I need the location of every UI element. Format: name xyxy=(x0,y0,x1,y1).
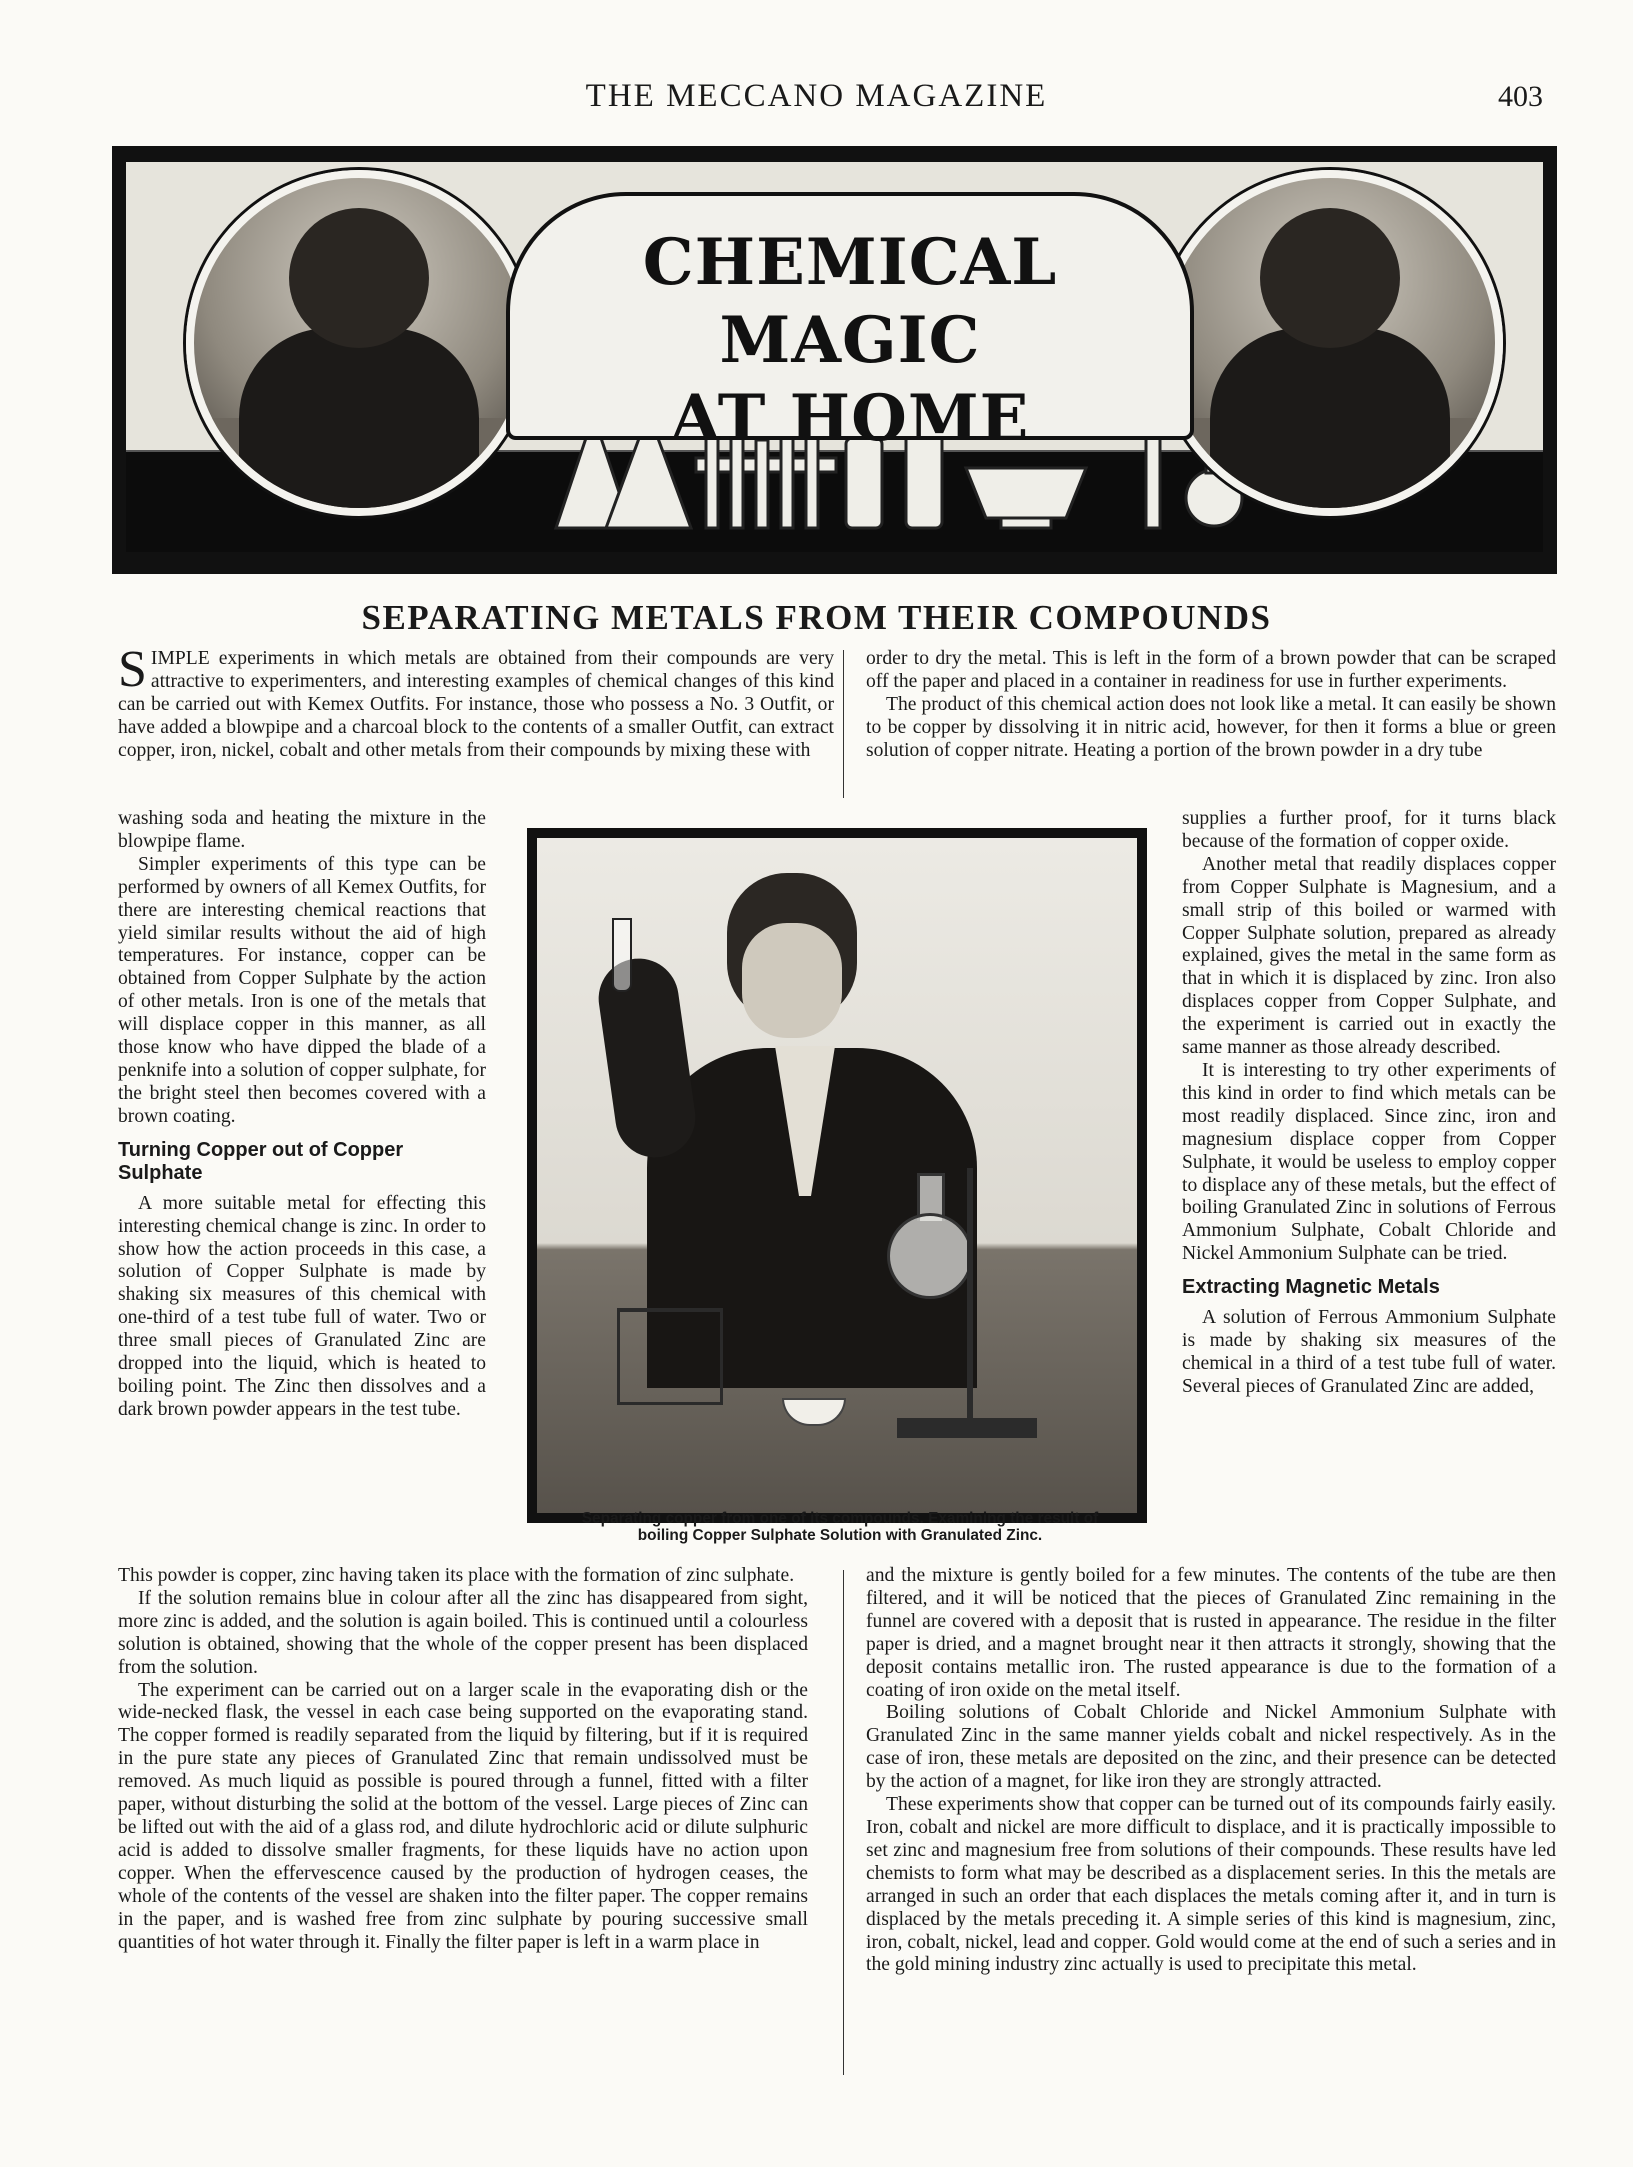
caption-line-1: Separating copper from one of its compounds. Examining the result of xyxy=(581,1510,1099,1527)
paragraph-blue: If the solution remains blue in colour after all the zinc has disappeared from sight, more zinc is added, and the solution is again boiled. This is continued until a colourless solution is obtained, showing that the whole of the copper present has been displaced from the solution. xyxy=(118,1587,808,1678)
paragraph-larger-scale: The experiment can be carried out on a larger scale in the evaporating dish or the wide-necked flask, the vessel in each case being supported on the evaporating stand. The copper formed is readily separated from the liquid by filtering, but if it is required in the pure state any pieces of Granulated Zinc that remain undissolved must be removed. As much liquid as possible is poured through a funnel, fitted with a filter paper, without disturbing the solid at the bottom of the vessel. Large pieces of Zinc can be lifted out with the aid of a glass rod, and dilute hydrochloric acid or dilute sulphuric acid is added to dissolve smaller fragments, for these liquids have no action upon copper. When the effervescence caused by the production of hydrogen ceases, the whole of the contents of the vessel are shaken into the filter paper. The copper remains in the paper, and is washed free from zinc sulphate by pouring successive small quantities of hot water through it. Finally the filter paper is left in a warm place in xyxy=(118,1679,808,1953)
intro-paragraph xyxy=(118,641,834,763)
round-flask xyxy=(887,1213,973,1299)
experiment-photo xyxy=(527,828,1147,1523)
paragraph-simpler: Simpler experiments of this type can be performed by owners of all Kemex Outfits, for there are interesting chemical reactions that yield similar results without the aid of high temperatures. For instance, copper can be obtained from Copper Sulphate by the action of other metals. Iron is one of the metals that will displace copper in this manner, as all those know who have dipped the blade of a penknife into a solution of copper sulphate, for the bright steel then becomes covered with a brown coating. xyxy=(118,853,486,1127)
title-plate xyxy=(506,192,1194,456)
page-number: 403 xyxy=(1498,80,1543,113)
column-rule-bottom xyxy=(843,1570,844,2075)
paragraph-displacement-series: These experiments show that copper can be turned out of its compounds fairly easily. Iron, cobalt and nickel are more difficult to displace, and it is practically impossible to set zinc and magnesium free from solutions of their compounds. These results have led chemists to form what may be described as a displacement series. In this the metals are arranged in such an order that each displaces the metals coming after it, and in turn is displaced by the metals preceding it. A simple series of this kind is magnesium, zinc, iron, cobalt, nickel, lead and copper. Gold would come at the end of such a series and in the gold mining industry zinc actually is used to precipitate this metal. xyxy=(866,1794,1556,1976)
running-head: THE MECCANO MAGAZINE xyxy=(585,78,1048,114)
paragraph-dry-metal: order to dry the metal. This is left in the form of a brown powder that can be scraped off the paper and placed in a container in readiness for use in further experiments. xyxy=(866,648,1556,692)
left-column-bottom xyxy=(118,1565,808,1954)
right-column-bottom xyxy=(866,1565,1556,1977)
paragraph-ferrous-continued: and the mixture is gently boiled for a few minutes. The contents of the tube are then filtered, and it will be noticed that the pieces of Granulated Zinc remaining in the funnel are covered with a deposit that is rusted in appearance. The residue in the filter paper is dried, and a magnet brought near it then attracts it strongly, showing that the deposit contains metallic iron. The rusted appearance is due to the formation of a coating of iron oxide on the metal itself. xyxy=(866,1565,1556,1701)
drop-cap: S xyxy=(118,641,147,698)
evaporating-dish xyxy=(782,1398,846,1426)
paragraph-boiling: Boiling solutions of Cobalt Chloride and Nickel Ammonium Sulphate with Granulated Zinc in the same manner yields cobalt and nickel respectively. As in the case of iron, these metals are deposited on the zinc, and their presence can be detected by the action of a magnet, for like iron they are strongly attracted. xyxy=(866,1702,1556,1793)
article-headline: SEPARATING METALS FROM THEIR COMPOUNDS xyxy=(361,598,1272,637)
photo-medallion-left xyxy=(186,170,532,516)
right-column-side xyxy=(1182,808,1556,1399)
title-banner xyxy=(112,146,1557,574)
banner-title-line-1: CHEMICAL MAGIC xyxy=(642,225,1058,378)
paragraph-zinc-continued: This powder is copper, zinc having taken its place with the formation of zinc sulphate. xyxy=(118,1565,795,1586)
photo-medallion-right xyxy=(1157,170,1503,516)
subheading-extracting-metals: Extracting Magnetic Metals xyxy=(1182,1276,1440,1299)
paragraph-ferrous: A solution of Ferrous Ammonium Sulphate is made by shaking six measures of the chemical in a third of a test tube full of water. Several pieces of Granulated Zinc are added, xyxy=(1182,1307,1556,1397)
test-tube xyxy=(612,918,632,992)
column-rule-top xyxy=(843,650,844,798)
paragraph-zinc: A more suitable metal for effecting this interesting chemical change is zinc. In order to show how the action proceeds in this case, a solution of Copper Sulphate is made by shaking six measures of this chemical with one-third of a test tube full of water. Two or three small pieces of Granulated Zinc are dropped into the liquid, which is heated to boiling point. The Zinc then dissolves and a dark brown powder appears in the test tube. xyxy=(118,1192,486,1420)
intro-text: IMPLE experiments in which metals are obtained from their compounds are very attractive to experimenters, and interesting examples of chemical changes of this kind can be carried out with Kemex Outfits. For instance, those who possess a No. 3 Outfit, or have added a blowpipe and a charcoal block to the contents of a smaller Outfit, can extract copper, iron, nickel, cobalt and other metals from their compounds by mixing these with xyxy=(118,648,834,761)
paragraph-product: The product of this chemical action does not look like a metal. It can easily be shown to be copper by dissolving it in nitric acid, however, for then it forms a blue or green solution of copper nitrate. Heating a portion of the brown powder in a dry tube xyxy=(866,693,1556,761)
caption-line-2: boiling Copper Sulphate Solution with Granulated Zinc. xyxy=(637,1527,1043,1544)
banner-title-line-2: AT HOME xyxy=(670,381,1030,456)
right-column-top xyxy=(866,648,1556,763)
left-column-side xyxy=(118,808,486,1422)
photo-caption xyxy=(520,1510,1160,1544)
paragraph-interesting: It is interesting to try other experiments of this kind in order to find which metals can be most readily displaced. Since zinc, iron and magnesium displace copper from Copper Sulphate, it would be useless to employ copper to displace any of these metals, but the effect of boiling Granulated Zinc in solutions of Ferrous Ammonium Sulphate, Cobalt Chloride and Nickel Ammonium Sulphate can be tried. xyxy=(1182,1059,1556,1265)
subheading-turning-copper: Turning Copper out of Copper Sulphate xyxy=(118,1138,404,1184)
paragraph-further-proof: supplies a further proof, for it turns black because of the formation of copper oxide. xyxy=(1182,808,1556,852)
test-tube-rack xyxy=(617,1308,723,1405)
intro-continued: washing soda and heating the mixture in the blowpipe flame. xyxy=(118,808,486,852)
paragraph-magnesium: Another metal that readily displaces copper from Copper Sulphate is Magnesium, and a small strip of this boiled or warmed with Copper Sulphate solution, prepared as already explained, gives the metal in the same form as that in which it is displaced by zinc. Iron also displaces copper from Copper Sulphate, and the experiment is carried out in exactly the same manner as those already described. xyxy=(1182,853,1556,1059)
